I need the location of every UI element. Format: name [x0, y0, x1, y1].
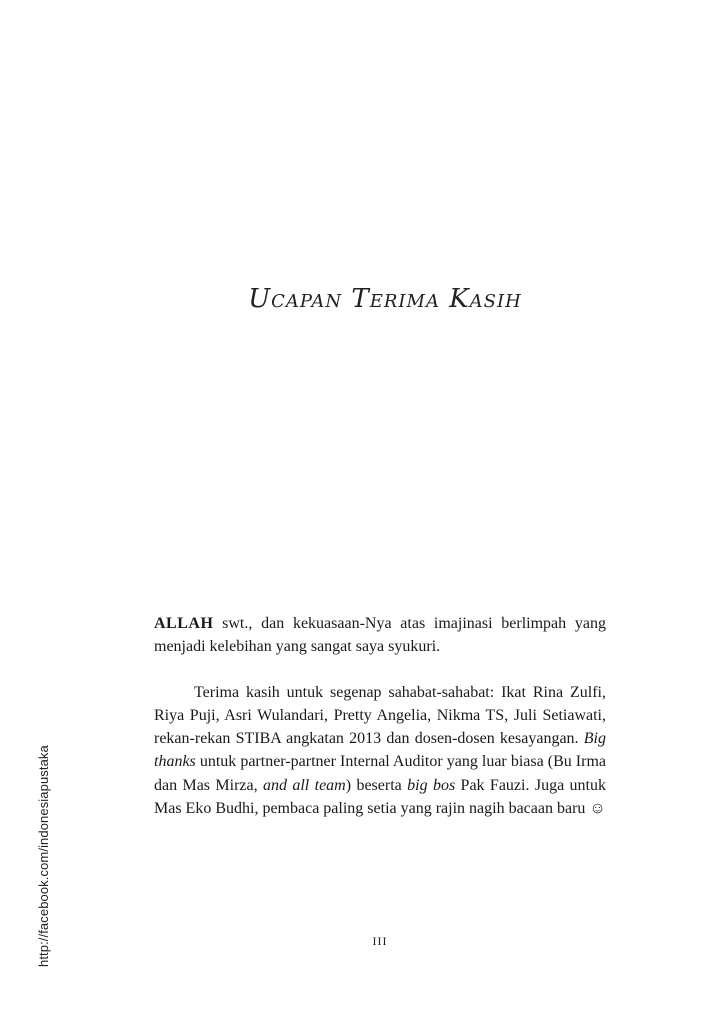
paragraph-2-part-3: ) beserta [345, 776, 408, 794]
paragraph-1-text: swt., dan kekuasaan-Nya atas imajinasi berlimpah yang menjadi kelebihan yang sangat saya syukuri. [154, 615, 606, 656]
side-url-watermark: http://facebook.com/indonesiapustaka [36, 745, 51, 967]
smiley-icon: ☺ [589, 800, 606, 818]
allah-lead: ALLAH [154, 615, 214, 632]
and-all-team-emphasis: and all team [262, 776, 346, 794]
big-thanks-emphasis: Big thanks [154, 730, 606, 771]
page-number: III [372, 934, 388, 948]
paragraph-thanks [154, 681, 606, 821]
page-title: Ucapan Terima Kasih [248, 284, 522, 314]
paragraph-2-part-1: Terima kasih untuk segenap sahabat-sahabat: Ikat Rina Zulfi, Riya Puji, Asri Wulandari, Pretty Angelia, Nikma TS, Juli Setiawati, rekan-rekan STIBA angkatan 2013 dan dosen-dosen kesayangan. [154, 683, 606, 748]
paragraph-allah [154, 612, 606, 659]
big-bos-emphasis: big bos [407, 776, 456, 794]
paragraph-2-part-2: untuk partner-partner Internal Auditor yang luar biasa (Bu Irma dan Mas Mirza, [154, 753, 606, 794]
acknowledgement-body [154, 612, 606, 820]
paragraph-2-part-4: Pak Fauzi. Juga untuk Mas Eko Budhi, pembaca paling setia yang rajin nagih bacaan baru [154, 776, 606, 818]
